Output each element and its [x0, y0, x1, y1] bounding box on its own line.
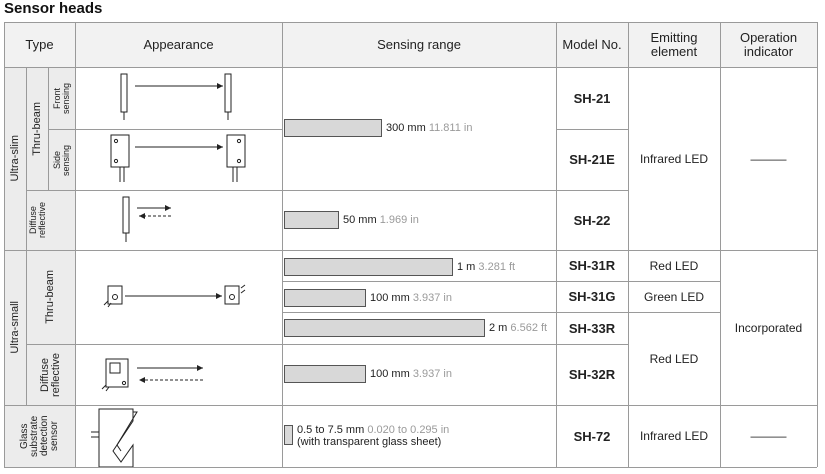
- grid-line: [4, 405, 817, 406]
- range-bar-sh31g: [284, 289, 366, 307]
- range-bar-sh21: [284, 119, 382, 137]
- emitting-label: Red LED: [649, 258, 699, 273]
- grid-line: [26, 190, 628, 191]
- model-sh-31g: [556, 281, 628, 312]
- indicator-none-2: [720, 405, 817, 467]
- range-bar-sh22: [284, 211, 339, 229]
- grid-line: [282, 281, 720, 282]
- grid-line: [48, 129, 282, 130]
- model-sh-21e: [556, 129, 628, 190]
- emitting-label: Red LED: [649, 351, 699, 366]
- model-sh-72: [556, 405, 628, 467]
- grid-line: [720, 22, 721, 467]
- range-text-sh32r: [370, 368, 452, 380]
- header-sensing-range-label: Sensing range: [377, 36, 461, 52]
- grid-line: [282, 312, 720, 313]
- sh72-drawing: [91, 409, 137, 467]
- range-mm: 2 m: [489, 322, 508, 334]
- emitting-label: Infrared LED: [639, 151, 709, 166]
- thru-beam-label: Thru-beam: [30, 101, 43, 156]
- indicator-none-1: [720, 67, 817, 250]
- range-bar-sh31r: [284, 258, 453, 276]
- header-operation-indicator: [720, 22, 817, 67]
- grid-line: [628, 22, 629, 467]
- emitting-green: [628, 281, 720, 312]
- grid-line: [26, 67, 27, 405]
- type-side-sensing: [48, 129, 75, 190]
- range-text-sh33r: [489, 322, 547, 334]
- diffuse-reflective-2-label: Diffuse reflective: [38, 352, 62, 397]
- range-text-sh31g: [370, 292, 452, 304]
- front-sensing-label: Front sensing: [51, 82, 71, 114]
- range-in: 11.811 in: [428, 122, 473, 134]
- type-thru-beam-2: [26, 250, 75, 344]
- indicator-label: Incorporated: [734, 320, 803, 335]
- ultra-small-label: Ultra-small: [8, 301, 21, 354]
- emitting-red: [628, 250, 720, 281]
- grid-line: [556, 129, 628, 130]
- page-title: Sensor heads: [4, 0, 103, 17]
- range-bar-sh72: [284, 425, 293, 445]
- model-label: SH-21E: [569, 152, 615, 167]
- type-diffuse-reflective-2: [26, 344, 75, 405]
- range-note: (with transparent glass sheet): [297, 436, 442, 448]
- glass-substrate-label: Glass substrate detection sensor: [18, 415, 60, 457]
- range-mm: 100 mm: [370, 368, 410, 380]
- model-sh-22: [556, 190, 628, 250]
- header-type-label: Type: [25, 36, 54, 52]
- grid-line: [48, 67, 49, 190]
- header-model-no: [556, 22, 628, 67]
- header-model-no-label: Model No.: [562, 36, 622, 52]
- range-in: 3.281 ft: [478, 261, 516, 273]
- side-sensing-label: Side sensing: [51, 143, 71, 176]
- type-ultra-small: [4, 250, 26, 405]
- model-sh-33r: [556, 312, 628, 344]
- range-text-sh21: [386, 122, 472, 134]
- range-bar-sh32r: [284, 365, 366, 383]
- grid-line: [556, 22, 557, 467]
- model-sh-21: [556, 67, 628, 129]
- range-in: 1.969 in: [379, 214, 419, 226]
- indicator-incorporated: [720, 250, 817, 405]
- model-sh-31r: [556, 250, 628, 281]
- type-front-sensing: [48, 67, 75, 129]
- model-label: SH-22: [573, 212, 611, 228]
- indicator-label: ———: [750, 429, 787, 443]
- model-label: SH-32R: [568, 367, 616, 382]
- model-sh-32r: [556, 344, 628, 405]
- header-emitting-element: [628, 22, 720, 67]
- model-label: SH-21: [573, 90, 611, 106]
- emitting-infrared: [628, 67, 720, 250]
- emitting-infrared-2: [628, 405, 720, 467]
- model-label: SH-33R: [568, 320, 616, 336]
- range-text-sh22: [343, 214, 419, 226]
- range-bar-sh33r: [284, 319, 485, 337]
- appearance-drawings: [75, 67, 282, 467]
- range-text-sh31r: [457, 261, 515, 273]
- model-label: SH-31G: [568, 289, 616, 304]
- range-in: 0.020 to 0.295 in: [367, 424, 450, 436]
- grid-line: [282, 22, 283, 467]
- grid-line: [4, 22, 817, 23]
- grid-line: [4, 250, 817, 251]
- sh21e-drawing: [111, 135, 245, 182]
- range-mm: 300 mm: [386, 122, 426, 134]
- ultra-slim-label: Ultra-slim: [8, 135, 21, 182]
- header-sensing-range: [282, 22, 556, 67]
- range-mm: 0.5 to 7.5 mm: [297, 424, 365, 436]
- sh31-drawing: [104, 285, 245, 307]
- type-thru-beam: [26, 67, 48, 190]
- type-diffuse-reflective: [26, 190, 75, 250]
- grid-line: [817, 22, 818, 467]
- indicator-label: ———: [750, 151, 787, 166]
- model-label: SH-31R: [568, 258, 616, 273]
- sh22-drawing: [123, 197, 171, 242]
- emitting-label: Infrared LED: [639, 429, 709, 443]
- grid-line: [4, 67, 817, 68]
- range-in: 3.937 in: [412, 368, 452, 380]
- grid-line: [75, 22, 76, 467]
- grid-line: [4, 467, 817, 468]
- emitting-red-2: [628, 312, 720, 405]
- emitting-label: Green LED: [643, 289, 705, 304]
- range-mm: 100 mm: [370, 292, 410, 304]
- sh32-drawing: [102, 359, 203, 391]
- type-glass-substrate: [4, 405, 75, 467]
- range-in: 6.562 ft: [510, 322, 548, 334]
- header-type: [4, 22, 75, 67]
- sh21-drawing: [121, 74, 231, 120]
- header-emitting-label: Emitting element: [650, 29, 698, 59]
- grid-line: [4, 22, 5, 467]
- grid-line: [26, 344, 628, 345]
- type-ultra-slim: [4, 67, 26, 250]
- header-appearance-label: Appearance: [143, 36, 214, 52]
- thru-beam-2-label: Thru-beam: [44, 270, 56, 324]
- header-appearance: [75, 22, 282, 67]
- diffuse-reflective-label: Diffuse reflective: [27, 202, 47, 239]
- range-in: 3.937 in: [412, 292, 452, 304]
- range-mm: 1 m: [457, 261, 476, 273]
- range-mm: 50 mm: [343, 214, 377, 226]
- range-text-sh72: [297, 424, 449, 448]
- model-label: SH-72: [573, 428, 611, 444]
- header-indicator-label: Operation indicator: [739, 29, 798, 59]
